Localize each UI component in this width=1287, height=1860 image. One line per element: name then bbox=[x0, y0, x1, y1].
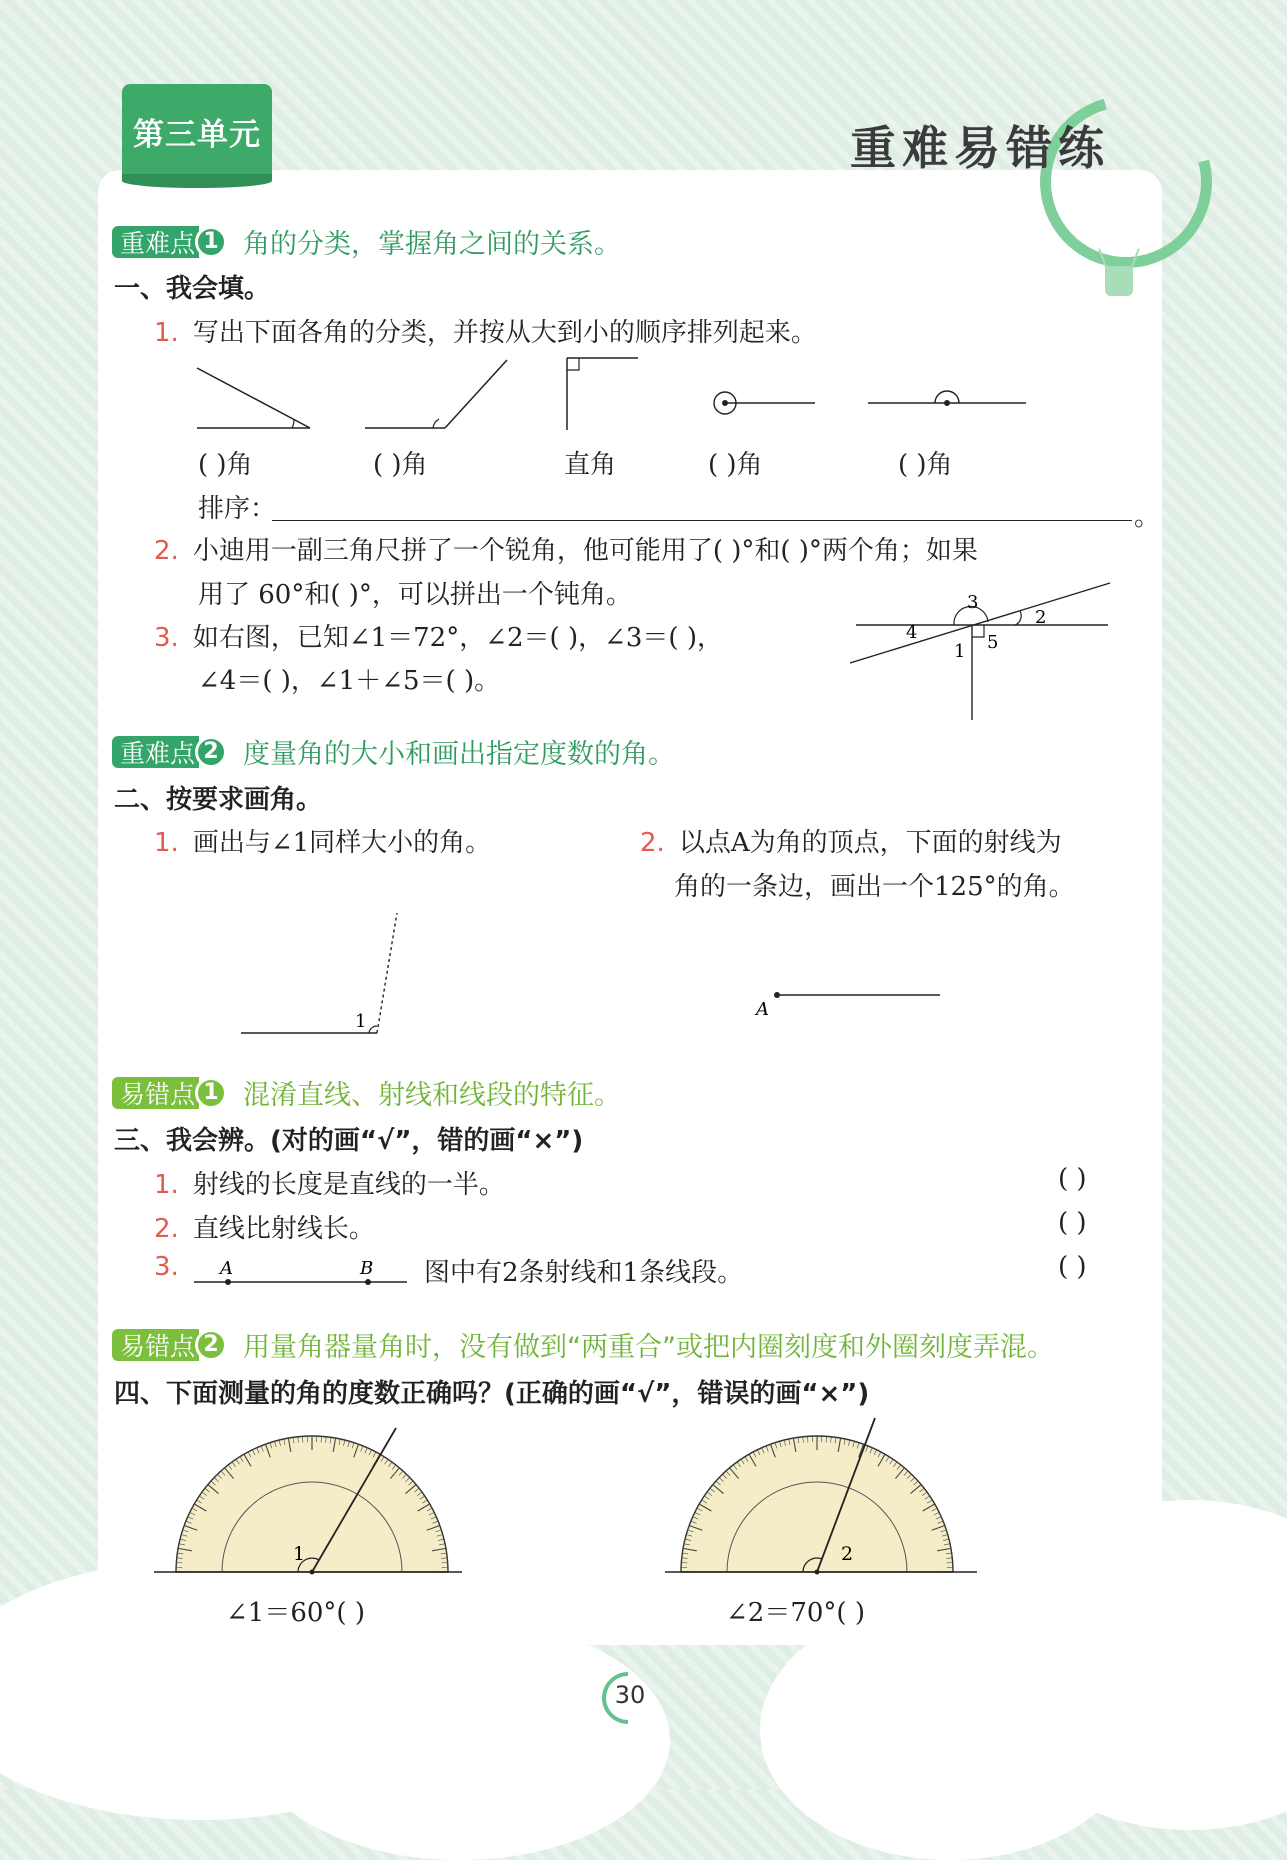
question-text: 以点A为角的顶点，下面的射线为 bbox=[679, 828, 1062, 858]
section-badge: 易错点 bbox=[112, 1077, 199, 1109]
section-badge: 重难点 bbox=[112, 226, 199, 258]
straight-angle-figure bbox=[868, 391, 1026, 406]
question-number: 2. bbox=[154, 536, 179, 566]
question-text: 小迪用一副三角尺拼了一个锐角，他可能用了( )°和( )°两个角；如果 bbox=[193, 536, 978, 566]
fig-label: 1 bbox=[355, 1011, 366, 1032]
protractor-caption[interactable]: ∠1＝60°( ) bbox=[226, 1592, 365, 1629]
question-text: 用了 60°和( )°，可以拼出一个钝角。 bbox=[198, 574, 632, 611]
question-text: 直线比射线长。 bbox=[193, 1214, 375, 1244]
question-text: 图中有2条射线和1条线段。 bbox=[424, 1252, 743, 1289]
order-label: 排序： bbox=[198, 488, 276, 525]
section-header bbox=[112, 1073, 621, 1112]
fig-label: 1 bbox=[954, 641, 965, 662]
judge-item bbox=[154, 1252, 193, 1282]
line-ab-figure bbox=[192, 1250, 412, 1290]
question bbox=[154, 822, 491, 859]
section-badge: 易错点 bbox=[112, 1329, 199, 1361]
question-number: 1. bbox=[154, 828, 179, 858]
question-text: 射线的长度是直线的一半。 bbox=[193, 1170, 505, 1200]
point-label: A bbox=[754, 999, 769, 1020]
part-title: 四、下面测量的角的度数正确吗？(正确的画“√”，错误的画“×”) bbox=[114, 1373, 869, 1410]
question-number: 3. bbox=[154, 1252, 179, 1282]
obtuse-angle-figure bbox=[365, 360, 507, 428]
answer-blank-label[interactable]: ( )角 bbox=[898, 444, 953, 481]
angle-label: 2 bbox=[841, 1543, 853, 1565]
question-number: 1. bbox=[154, 318, 179, 348]
page-title: 重难易错练 bbox=[850, 112, 1110, 178]
answer-blank-label[interactable]: ( )角 bbox=[198, 444, 253, 481]
section-header bbox=[112, 1325, 1054, 1364]
fig-label: 2 bbox=[1035, 607, 1046, 628]
angle-one-figure bbox=[235, 905, 415, 1035]
question bbox=[154, 312, 817, 349]
page-number: 30 bbox=[600, 1670, 660, 1720]
angle-figures bbox=[180, 350, 1080, 440]
section-badge-number: 2 bbox=[195, 1329, 227, 1361]
question-number: 1. bbox=[154, 1170, 179, 1200]
section-header bbox=[112, 732, 675, 771]
question-text: 写出下面各角的分类，并按从大到小的顺序排列起来。 bbox=[193, 318, 817, 348]
section-badge-number: 1 bbox=[195, 1077, 227, 1109]
question-number: 2. bbox=[640, 828, 665, 858]
fig-label: 4 bbox=[906, 622, 917, 643]
intersecting-lines-figure bbox=[850, 578, 1120, 723]
section-header bbox=[112, 222, 621, 261]
question-text: 如右图，已知∠1＝72°，∠2＝( )，∠3＝( )， bbox=[193, 623, 723, 653]
judge-item bbox=[154, 1208, 375, 1245]
answer-blank[interactable]: ( ) bbox=[1058, 1252, 1087, 1282]
part-title: 一、我会填。 bbox=[114, 268, 270, 305]
point-label: A bbox=[218, 1258, 233, 1279]
order-answer-line[interactable] bbox=[272, 520, 1132, 521]
acute-angle-figure bbox=[197, 368, 310, 428]
section-badge-number: 1 bbox=[195, 226, 227, 258]
section-title: 角的分类，掌握角之间的关系。 bbox=[243, 222, 621, 261]
answer-label: 直角 bbox=[564, 444, 616, 481]
right-angle-figure bbox=[567, 358, 638, 430]
protractor-2 bbox=[665, 1412, 985, 1590]
answer-blank-label[interactable]: ( )角 bbox=[373, 444, 428, 481]
question-text: 画出与∠1同样大小的角。 bbox=[193, 828, 491, 858]
section-badge: 重难点 bbox=[112, 736, 199, 768]
question-number: 2. bbox=[154, 1214, 179, 1244]
section-title: 用量角器量角时，没有做到“两重合”或把内圈刻度和外圈刻度弄混。 bbox=[243, 1325, 1054, 1364]
balloon-basket bbox=[1105, 266, 1133, 296]
point-label: B bbox=[359, 1258, 373, 1279]
answer-blank-label[interactable]: ( )角 bbox=[708, 444, 763, 481]
question-text: ∠4＝( )，∠1＋∠5＝( )。 bbox=[198, 660, 500, 697]
answer-blank[interactable]: ( ) bbox=[1058, 1208, 1087, 1238]
question bbox=[154, 530, 978, 567]
order-end: 。 bbox=[1134, 496, 1160, 533]
question-number: 3. bbox=[154, 623, 179, 653]
part-title: 三、我会辨。(对的画“√”，错的画“×”) bbox=[114, 1120, 583, 1157]
unit-label: 第三单元 bbox=[122, 84, 272, 178]
part-title: 二、按要求画角。 bbox=[114, 779, 322, 816]
protractor-1 bbox=[150, 1420, 470, 1590]
protractor-caption[interactable]: ∠2＝70°( ) bbox=[726, 1592, 865, 1629]
angle-label: 1 bbox=[293, 1543, 305, 1565]
section-title: 度量角的大小和画出指定度数的角。 bbox=[243, 732, 675, 771]
judge-item bbox=[154, 1164, 505, 1201]
section-badge-number: 2 bbox=[195, 736, 227, 768]
question bbox=[640, 822, 1062, 859]
question-text: 角的一条边，画出一个125°的角。 bbox=[674, 866, 1075, 903]
round-angle-figure bbox=[714, 392, 815, 414]
ray-figure bbox=[750, 980, 950, 1020]
section-title: 混淆直线、射线和线段的特征。 bbox=[243, 1073, 621, 1112]
decor-cloud bbox=[250, 1620, 670, 1860]
question bbox=[154, 617, 723, 654]
fig-label: 3 bbox=[967, 592, 978, 613]
fig-label: 5 bbox=[987, 632, 998, 653]
answer-blank[interactable]: ( ) bbox=[1058, 1164, 1087, 1194]
